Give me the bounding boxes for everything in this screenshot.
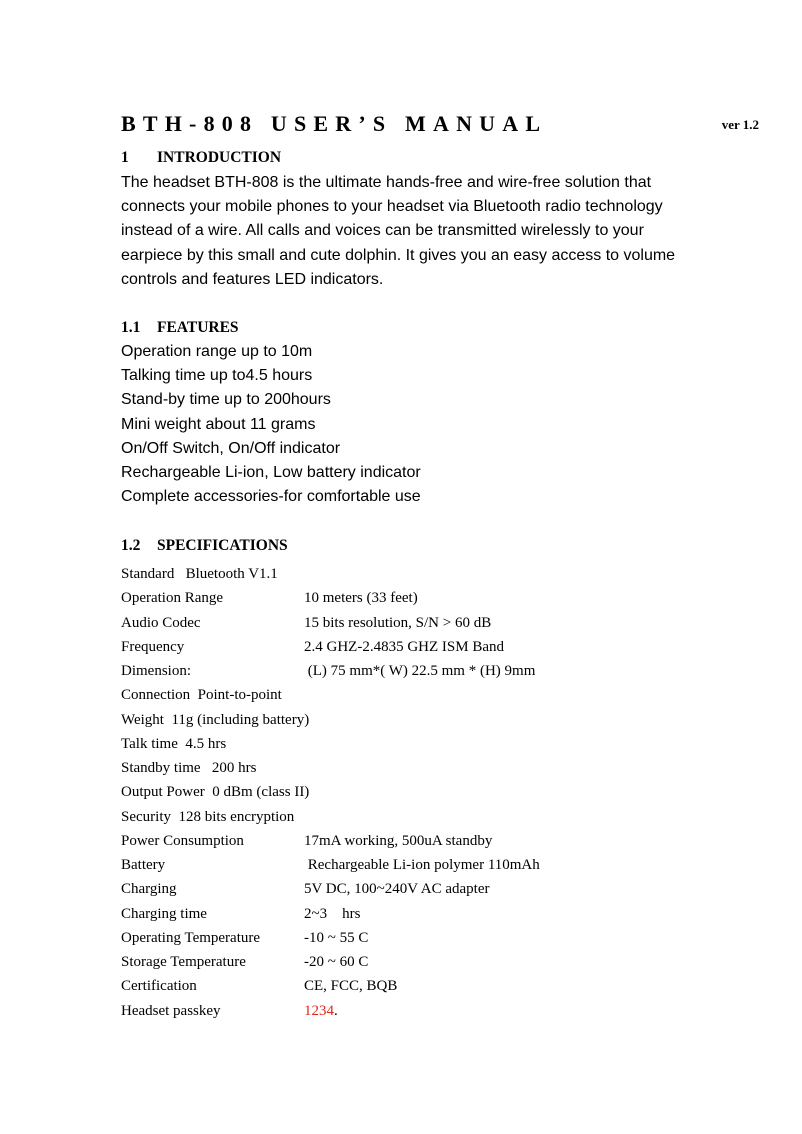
feature-item: Operation range up to 10m — [121, 343, 313, 360]
spec-label: Storage Temperature — [121, 954, 246, 970]
spec-label: Connection Point-to-point — [121, 687, 282, 704]
spec-label: Operating Temperature — [121, 929, 261, 946]
intro-paragraph — [121, 171, 675, 292]
passkey-value-wrap — [304, 999, 338, 1023]
features-heading-number: 1.1 — [121, 319, 141, 336]
passkey-value: 1234 — [304, 1002, 334, 1019]
feature-item: Mini weight about 11 grams — [121, 415, 316, 433]
intro-line: controls and features LED indicators. — [121, 270, 384, 288]
document-title: BTH-808 USER’S MANUAL — [121, 111, 548, 136]
intro-line: connects your mobile phones to your headset via Bluetooth radio technology — [121, 198, 663, 216]
features-heading — [121, 318, 239, 338]
spec-value: (L) 75 mm*( W) 22.5 mm * (H) 9mm — [304, 663, 536, 679]
spec-value: 17mA working, 500uA standby — [304, 832, 493, 849]
spec-value: 2~3 hrs — [304, 905, 361, 922]
specifications-heading-text: SPECIFICATIONS — [157, 537, 288, 554]
feature-item: On/Off Switch, On/Off indicator — [121, 439, 341, 457]
spec-label: Charging — [121, 881, 177, 898]
spec-value: -10 ~ 55 C — [304, 929, 369, 946]
feature-item: Rechargeable Li-ion, Low battery indicator — [121, 463, 421, 481]
spec-label: Charging time — [121, 905, 207, 922]
spec-label: Certification — [121, 978, 197, 995]
intro-line: The headset BTH-808 is the ultimate hands-free and wire-free solution that — [121, 174, 652, 191]
spec-value: 10 meters (33 feet) — [304, 590, 418, 607]
feature-item: Stand-by time up to 200hours — [121, 391, 331, 409]
features-heading-text: FEATURES — [157, 319, 239, 336]
feature-item: Complete accessories-for comfortable use — [121, 488, 421, 506]
spec-label: Battery — [121, 857, 166, 873]
spec-label: Standby time 200 hrs — [121, 760, 257, 776]
spec-value: 2.4 GHZ-2.4835 GHZ ISM Band — [304, 638, 504, 655]
spec-label: Security 128 bits encryption — [121, 808, 295, 825]
passkey-suffix: . — [334, 1002, 338, 1019]
intro-heading-number: 1 — [121, 149, 129, 166]
specifications-heading — [121, 536, 288, 556]
specifications-heading-number: 1.2 — [121, 537, 141, 554]
spec-value: 15 bits resolution, S/N > 60 dB — [304, 614, 492, 631]
spec-label: Standard Bluetooth V1.1 — [121, 566, 278, 582]
spec-label: Power Consumption — [121, 832, 244, 849]
spec-label: Weight 11g (including battery) — [121, 711, 310, 728]
spec-value: CE, FCC, BQB — [304, 978, 398, 995]
features-list — [121, 340, 421, 509]
spec-label: Output Power 0 dBm (class II) — [121, 784, 310, 801]
spec-label: Frequency — [121, 638, 185, 655]
intro-line: instead of a wire. All calls and voices can be transmitted wirelessly to your — [121, 222, 644, 240]
version-label: ver 1.2 — [721, 117, 759, 132]
spec-label: Audio Codec — [121, 614, 201, 631]
spec-value: Rechargeable Li-ion polymer 110mAh — [304, 857, 540, 873]
spec-label: Operation Range — [121, 590, 224, 607]
spec-label: Talk time 4.5 hrs — [121, 735, 227, 752]
intro-heading-text: INTRODUCTION — [157, 149, 282, 166]
passkey-label: Headset passkey — [121, 1002, 221, 1019]
feature-item: Talking time up to4.5 hours — [121, 367, 313, 385]
intro-line: earpiece by this small and cute dolphin. It gives you an easy access to volume — [121, 246, 676, 264]
spec-value: 5V DC, 100~240V AC adapter — [304, 881, 490, 898]
intro-heading — [121, 148, 281, 168]
spec-value: -20 ~ 60 C — [304, 954, 369, 970]
spec-label: Dimension: — [121, 663, 191, 679]
